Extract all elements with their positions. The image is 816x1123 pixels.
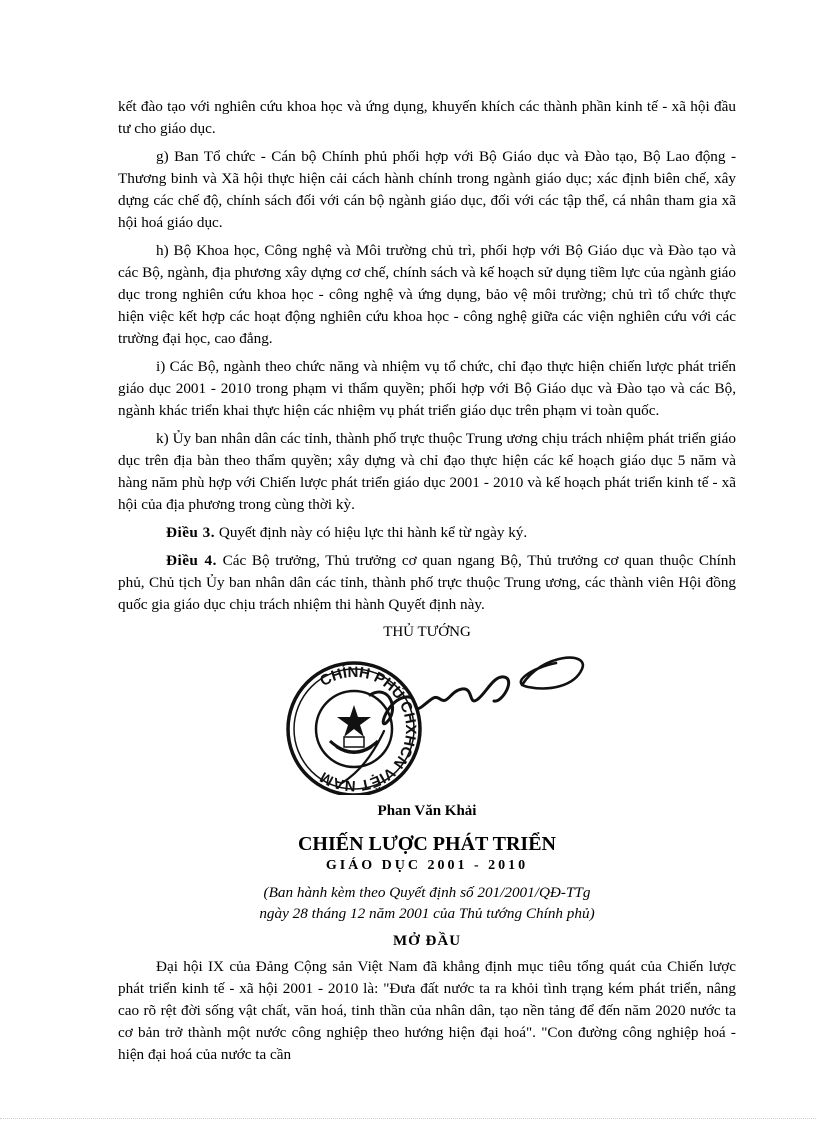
- paragraph-g: g) Ban Tổ chức - Cán bộ Chính phủ phối hợp với Bộ Giáo dục và Đào tạo, Bộ Lao động - Thương binh và Xã hội thực hiện cải cách hành chính trong ngành giáo dục; xác định biên chế, xây dựng các chế độ, chính sách đối với cán bộ ngành giáo dục, đối với các tập thể, cá nhân tham gia xã hội hoá giáo dục.: [118, 148, 736, 231]
- strategy-subtitle: GIÁO DỤC 2001 - 2010: [325, 858, 529, 873]
- article-4-text: Các Bộ trưởng, Thủ trưởng cơ quan ngang Bộ, Thủ trưởng cơ quan thuộc Chính phủ, Chủ tịch Ủy ban nhân dân các tỉnh, thành phố trực thuộc Trung ương, các thành viên Hội đồng quốc gia giáo dục chịu trách nhiệm thi hành Quyết định này.: [118, 552, 736, 613]
- signature-title: THỦ TƯỚNG: [383, 624, 471, 640]
- signature-block: [272, 647, 602, 795]
- article-3: [118, 522, 736, 544]
- document-page: [118, 96, 736, 1072]
- strategy-note-line-2: ngày 28 tháng 12 năm 2001 của Thủ tướng Chính phủ): [259, 905, 595, 922]
- paragraph-i: i) Các Bộ, ngành theo chức năng và nhiệm vụ tổ chức, chỉ đạo thực hiện chiến lược phát triển giáo dục 2001 - 2010 trong phạm vi thẩm quyền; phối hợp với Bộ Giáo dục và Đào tạo và các Bộ, ngành khác triển khai thực hiện các nhiệm vụ phát triển giáo dục trên phạm vi toàn quốc.: [118, 358, 736, 419]
- paragraph-h: h) Bộ Khoa học, Công nghệ và Môi trường chủ trì, phối hợp với Bộ Giáo dục và Đào tạo và các Bộ, ngành, địa phương xây dựng cơ chế, chính sách và kế hoạch sử dụng tiềm lực của ngành giáo dục trong nghiên cứu khoa học - công nghệ và ứng dụng, bảo vệ môi trường; chủ trì tổ chức thực hiện việc kết hợp các hoạt động nghiên cứu khoa học - công nghệ giữa các viện nghiên cứu với các trường đại học, cao đẳng.: [118, 242, 736, 347]
- stamp-and-signature-image: [272, 647, 602, 795]
- article-3-text: Quyết định này có hiệu lực thi hành kể từ ngày ký.: [215, 524, 528, 541]
- article-4-label: Điều 4.: [166, 552, 217, 569]
- section-heading: MỞ ĐẦU: [392, 933, 462, 949]
- article-3-label: Điều 3.: [166, 524, 216, 541]
- intro-paragraph: Đại hội IX của Đảng Cộng sản Việt Nam đã khẳng định mục tiêu tổng quát của Chiến lược phát triển kinh tế - xã hội 2001 - 2010 là: "Đưa đất nước ta ra khỏi tình trạng kém phát triển, nâng cao rõ rệt đời sống vật chất, văn hoá, tinh thần của nhân dân, tạo nền tảng để đến năm 2020 nước ta cơ bản trở thành một nước công nghiệp theo hướng hiện đại hoá". "Con đường công nghiệp hoá - hiện đại hoá của nước ta cần: [118, 958, 736, 1063]
- seal-text: CHÍNH PHỦ CHXHCN VIỆT NAM: [317, 663, 420, 795]
- strategy-title: CHIẾN LƯỢC PHÁT TRIỂN: [297, 833, 556, 855]
- article-4: [118, 550, 736, 616]
- paragraph-k: k) Ủy ban nhân dân các tỉnh, thành phố trực thuộc Trung ương chịu trách nhiệm phát triển giáo dục trên địa bàn theo thẩm quyền; xây dựng và chỉ đạo thực hiện các kế hoạch giáo dục 5 năm và hàng năm phù hợp với Chiến lược phát triển giáo dục 2001 - 2010 và kế hoạch phát triển kinh tế - xã hội của địa phương trong cùng thời kỳ.: [118, 430, 736, 513]
- signer-name: Phan Văn Khải: [377, 803, 477, 819]
- strategy-note-line-1: (Ban hành kèm theo Quyết định số 201/2001/QĐ-TTg: [263, 884, 591, 901]
- page-bottom-rule: [0, 1118, 816, 1119]
- paragraph-continuation: kết đào tạo với nghiên cứu khoa học và ứng dụng, khuyến khích các thành phần kinh tế - xã hội đầu tư cho giáo dục.: [118, 98, 736, 137]
